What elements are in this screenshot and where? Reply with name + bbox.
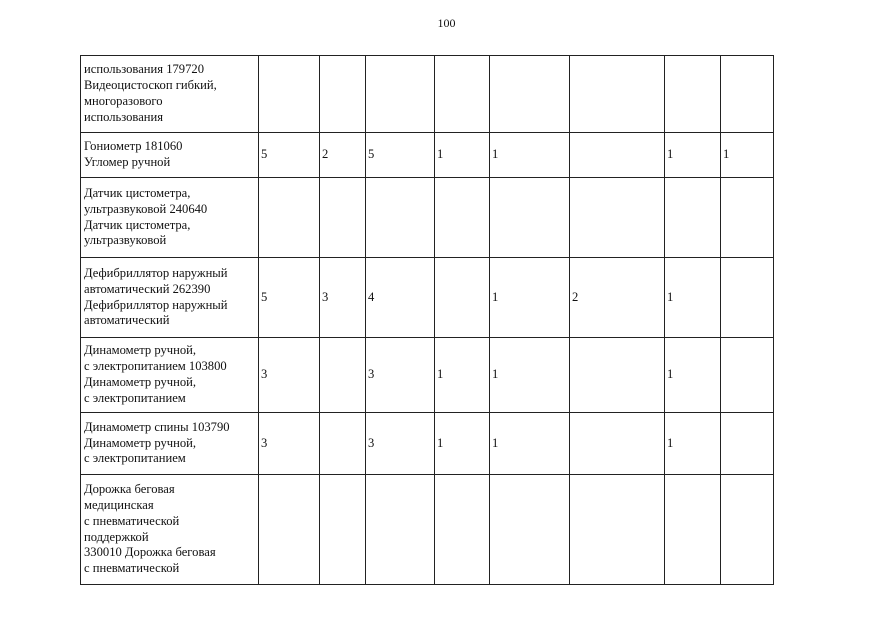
quantity-cell: 1 — [435, 338, 490, 413]
quantity-cell: 3 — [320, 258, 366, 338]
quantity-cell: 1 — [721, 133, 774, 178]
table-row — [81, 258, 774, 338]
equipment-name-line: с электропитанием 103800 — [84, 359, 227, 374]
quantity-cell — [665, 56, 721, 133]
equipment-name-line: Дефибриллятор наружный — [84, 297, 228, 312]
quantity-cell — [490, 56, 570, 133]
equipment-name-line: Динамометр ручной, — [84, 435, 197, 450]
equipment-name-cell — [81, 338, 259, 413]
equipment-name-line: с электропитанием — [84, 390, 186, 405]
quantity-cell — [320, 413, 366, 475]
quantity-cell — [570, 475, 665, 585]
page-number: 100 — [437, 16, 456, 30]
table-row — [81, 56, 774, 133]
equipment-name-line: автоматический 262390 — [84, 281, 211, 296]
equipment-name-line: ультразвуковой — [84, 233, 167, 248]
quantity-cell — [366, 56, 435, 133]
quantity-cell — [490, 178, 570, 258]
quantity-cell: 1 — [665, 133, 721, 178]
table-row — [81, 338, 774, 413]
quantity-cell — [721, 413, 774, 475]
quantity-cell — [320, 475, 366, 585]
quantity-cell — [435, 56, 490, 133]
quantity-cell — [259, 475, 320, 585]
equipment-name-line: Видеоцистоскоп гибкий, — [84, 78, 217, 93]
equipment-name-line: с пневматической — [84, 561, 180, 576]
quantity-cell: 1 — [490, 338, 570, 413]
equipment-name-cell — [81, 56, 259, 133]
equipment-name-line: Датчик цистометра, — [84, 217, 191, 232]
quantity-cell — [570, 413, 665, 475]
equipment-name-line: ультразвуковой 240640 — [84, 201, 208, 216]
equipment-name-line: Дорожка беговая — [84, 482, 175, 497]
equipment-name-line: с электропитанием — [84, 451, 186, 466]
equipment-name-line: медицинская — [84, 497, 154, 512]
equipment-name-line: многоразового — [84, 94, 163, 108]
equipment-name-line: Датчик цистометра, — [84, 185, 191, 200]
quantity-cell — [366, 475, 435, 585]
quantity-cell — [435, 178, 490, 258]
quantity-cell — [570, 133, 665, 178]
table-row — [81, 178, 774, 258]
quantity-cell — [721, 178, 774, 258]
quantity-cell — [259, 56, 320, 133]
quantity-cell — [665, 178, 721, 258]
equipment-name-cell — [81, 413, 259, 475]
quantity-cell: 1 — [665, 413, 721, 475]
quantity-cell — [435, 475, 490, 585]
equipment-name-line: Угломер ручной — [84, 155, 171, 169]
quantity-cell: 3 — [366, 413, 435, 475]
quantity-cell: 3 — [366, 338, 435, 413]
equipment-name-line: Динамометр ручной, — [84, 375, 197, 389]
equipment-name-line: 330010 Дорожка беговая — [84, 545, 216, 560]
quantity-cell — [570, 338, 665, 413]
quantity-cell: 2 — [320, 133, 366, 178]
quantity-cell — [721, 56, 774, 133]
quantity-cell: 1 — [435, 413, 490, 475]
equipment-name-line: поддержкой — [84, 529, 149, 544]
quantity-cell: 5 — [259, 258, 320, 338]
quantity-cell: 1 — [490, 133, 570, 178]
equipment-name-cell — [81, 178, 259, 258]
quantity-cell — [721, 258, 774, 338]
quantity-cell — [435, 258, 490, 338]
quantity-cell — [490, 475, 570, 585]
table-row — [81, 133, 774, 178]
equipment-name-cell — [81, 258, 259, 338]
equipment-name-line: с пневматической — [84, 513, 180, 528]
quantity-cell — [320, 338, 366, 413]
quantity-cell: 1 — [490, 413, 570, 475]
quantity-cell: 5 — [366, 133, 435, 178]
equipment-table — [80, 55, 774, 585]
quantity-cell — [320, 56, 366, 133]
equipment-name-cell — [81, 133, 259, 178]
equipment-name-line: использования 179720 — [84, 62, 204, 77]
quantity-cell — [570, 56, 665, 133]
quantity-cell: 1 — [490, 258, 570, 338]
quantity-cell: 1 — [665, 258, 721, 338]
quantity-cell — [665, 475, 721, 585]
quantity-cell: 4 — [366, 258, 435, 338]
equipment-name-line: Динамометр ручной, — [84, 343, 197, 358]
equipment-name-line: Динамометр спины 103790 — [84, 419, 230, 434]
quantity-cell — [259, 178, 320, 258]
quantity-cell: 2 — [570, 258, 665, 338]
quantity-cell — [570, 178, 665, 258]
equipment-name-line: автоматический — [84, 313, 170, 328]
quantity-cell: 3 — [259, 338, 320, 413]
equipment-name-line: Дефибриллятор наружный — [84, 265, 228, 280]
table-row — [81, 413, 774, 475]
quantity-cell — [721, 475, 774, 585]
quantity-cell — [320, 178, 366, 258]
table-row — [81, 475, 774, 585]
quantity-cell: 1 — [435, 133, 490, 178]
table-body — [81, 56, 774, 585]
equipment-name-line: Гониометр 181060 — [84, 139, 183, 154]
quantity-cell — [721, 338, 774, 413]
quantity-cell: 3 — [259, 413, 320, 475]
equipment-name-line: использования — [84, 109, 164, 124]
quantity-cell: 1 — [665, 338, 721, 413]
equipment-name-cell — [81, 475, 259, 585]
quantity-cell — [366, 178, 435, 258]
quantity-cell: 5 — [259, 133, 320, 178]
